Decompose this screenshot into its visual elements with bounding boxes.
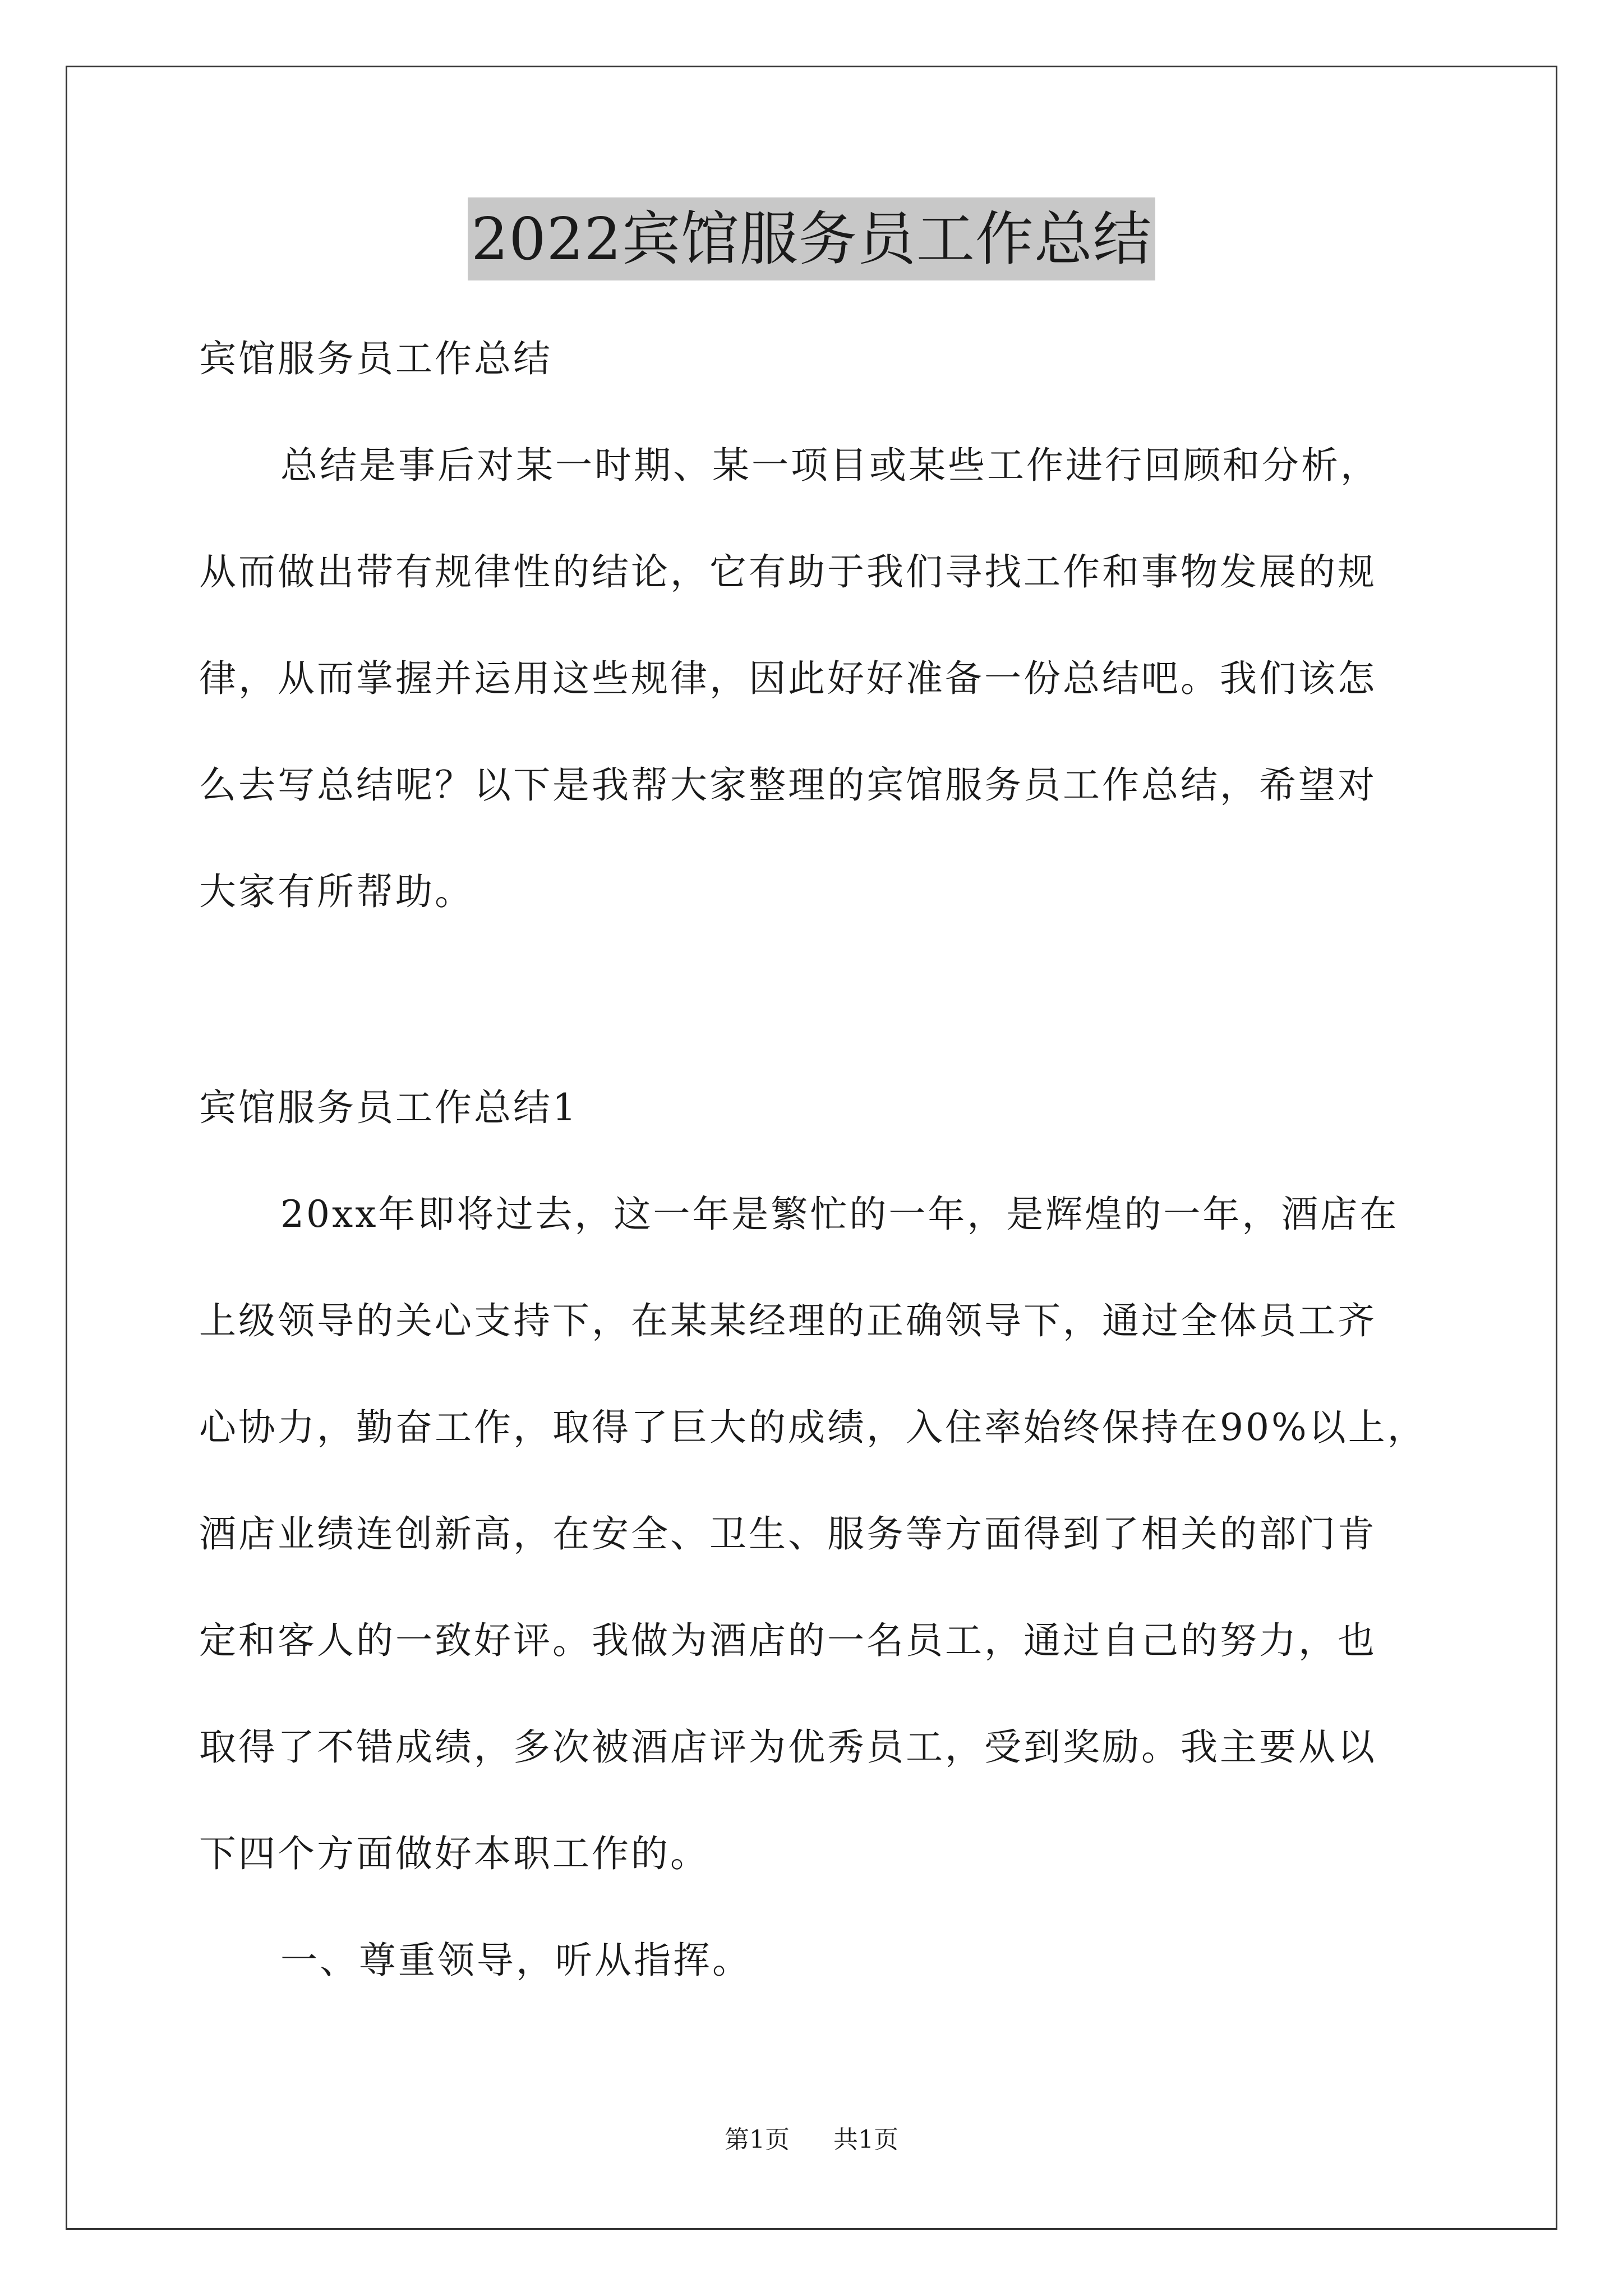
subtitle-block <box>199 306 1455 412</box>
section-line: 上级领导的关心支持下，在某某经理的正确领导下，通过全体员工齐 <box>199 1299 1377 1342</box>
page-number: 第1页 <box>725 2125 790 2154</box>
section-line: 酒店业绩连创新高，在安全、卫生、服务等方面得到了相关的部门肯 <box>199 1512 1377 1556</box>
point-one: 一、尊重领导，听从指挥。 <box>280 1939 751 1982</box>
page-total: 共1页 <box>833 2125 898 2154</box>
intro-line: 大家有所帮助。 <box>199 870 474 913</box>
section-line: 下四个方面做好本职工作的。 <box>199 1832 709 1875</box>
intro-line: 律，从而掌握并运用这些规律，因此好好准备一份总结吧。我们该怎 <box>199 657 1377 700</box>
section-heading: 宾馆服务员工作总结1 <box>199 1086 578 1129</box>
intro-line: 么去写总结呢？以下是我帮大家整理的宾馆服务员工作总结，希望对 <box>199 763 1377 807</box>
section-heading-block <box>199 1055 1455 1161</box>
section-paragraph <box>199 1161 1455 2014</box>
section-line: 取得了不错成绩，多次被酒店评为优秀员工，受到奖励。我主要从以 <box>199 1726 1377 1769</box>
title-container <box>0 197 1623 280</box>
intro-line: 从而做出带有规律性的结论，它有助于我们寻找工作和事物发展的规 <box>199 550 1377 593</box>
section-line: 20xx年即将过去，这一年是繁忙的一年，是辉煌的一年，酒店在 <box>280 1193 1399 1236</box>
section-line: 定和客人的一致好评。我做为酒店的一名员工，通过自己的努力，也 <box>199 1619 1377 1662</box>
page-footer <box>0 2123 1623 2157</box>
document-subtitle: 宾馆服务员工作总结 <box>199 337 552 380</box>
intro-line: 总结是事后对某一时期、某一项目或某些工作进行回顾和分析， <box>280 444 1380 487</box>
section-line: 心协力，勤奋工作，取得了巨大的成绩，入住率始终保持在90%以上， <box>199 1406 1427 1449</box>
intro-paragraph <box>199 412 1455 945</box>
document-title: 2022宾馆服务员工作总结 <box>468 197 1155 280</box>
